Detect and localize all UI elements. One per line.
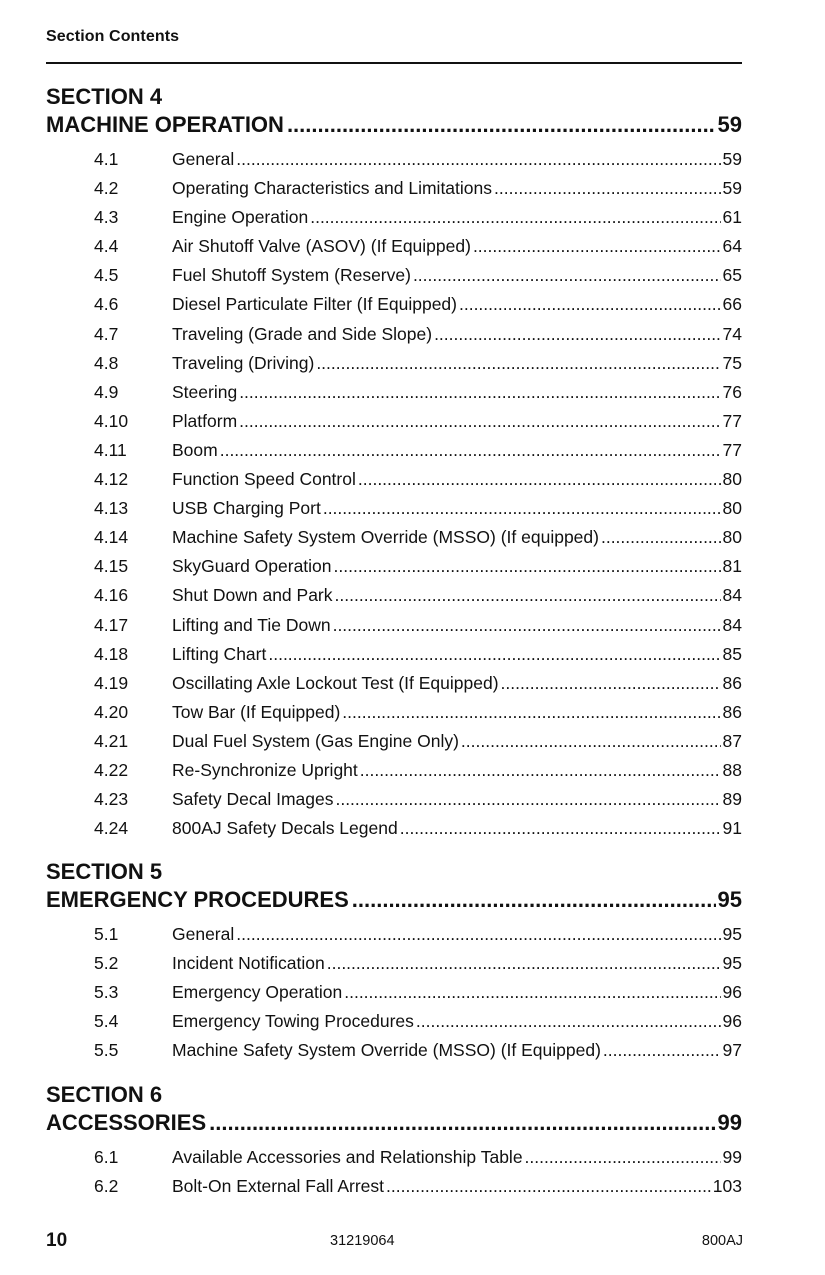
section-title: MACHINE OPERATION bbox=[46, 112, 284, 137]
toc-entry[interactable] bbox=[46, 1143, 742, 1172]
toc-entry[interactable] bbox=[46, 785, 742, 814]
entry-number: 4.20 bbox=[94, 701, 129, 722]
section-label: SECTION 5 bbox=[46, 859, 163, 884]
toc-entry[interactable] bbox=[46, 1172, 742, 1201]
toc-entry[interactable] bbox=[46, 203, 742, 232]
dot-leader bbox=[461, 727, 721, 756]
dot-leader bbox=[334, 552, 721, 581]
entry-number: 4.19 bbox=[94, 672, 129, 693]
dot-leader bbox=[327, 949, 721, 978]
toc-entry-list bbox=[46, 1143, 742, 1201]
entry-number: 4.9 bbox=[94, 381, 119, 402]
dot-leader bbox=[413, 261, 721, 290]
entry-number: 6.1 bbox=[94, 1147, 119, 1167]
dot-leader bbox=[310, 203, 720, 232]
dot-leader bbox=[236, 920, 720, 949]
entry-title: Machine Safety System Override (MSSO) (If Equipped) bbox=[172, 1040, 601, 1061]
entry-page-number: 76 bbox=[722, 381, 742, 402]
entry-number: 4.14 bbox=[94, 527, 129, 548]
entry-page-number: 77 bbox=[722, 439, 742, 460]
entry-number: 4.15 bbox=[94, 556, 129, 577]
dot-leader bbox=[501, 669, 721, 698]
dot-leader bbox=[333, 611, 721, 640]
entry-number: 4.24 bbox=[94, 818, 129, 839]
entry-title: Function Speed Control bbox=[172, 469, 356, 490]
dot-leader bbox=[386, 1172, 711, 1201]
header-divider bbox=[46, 62, 742, 64]
toc-entry[interactable] bbox=[46, 232, 742, 261]
entry-title: Traveling (Driving) bbox=[172, 352, 315, 373]
dot-leader bbox=[459, 290, 721, 319]
entry-page-number: 64 bbox=[722, 236, 742, 257]
entry-title: Re-Synchronize Upright bbox=[172, 759, 358, 780]
section-page-number: 59 bbox=[717, 112, 742, 137]
entry-number: 4.2 bbox=[94, 178, 119, 199]
entry-title: Machine Safety System Override (MSSO) (If equipped) bbox=[172, 527, 599, 548]
toc-entry[interactable] bbox=[46, 465, 742, 494]
entry-page-number: 74 bbox=[722, 323, 742, 344]
dot-leader bbox=[344, 978, 720, 1007]
toc-entry[interactable] bbox=[46, 640, 742, 669]
entry-number: 4.8 bbox=[94, 352, 119, 373]
toc-entry[interactable] bbox=[46, 756, 742, 785]
entry-number: 4.11 bbox=[94, 439, 127, 460]
entry-page-number: 99 bbox=[722, 1147, 742, 1167]
dot-leader bbox=[473, 232, 721, 261]
entry-title: Emergency Towing Procedures bbox=[172, 1011, 414, 1032]
toc-entry[interactable] bbox=[46, 920, 742, 949]
dot-leader bbox=[603, 1036, 721, 1065]
entry-number: 6.2 bbox=[94, 1176, 119, 1197]
entry-page-number: 66 bbox=[722, 294, 742, 315]
entry-title: Lifting Chart bbox=[172, 643, 267, 664]
page-header-title: Section Contents bbox=[46, 28, 180, 45]
section-title: ACCESSORIES bbox=[46, 1110, 207, 1135]
toc-entry[interactable] bbox=[46, 949, 742, 978]
toc-entry[interactable] bbox=[46, 436, 742, 465]
entry-page-number: 59 bbox=[722, 149, 742, 169]
entry-number: 4.5 bbox=[94, 265, 119, 286]
section-heading-link[interactable] bbox=[46, 886, 742, 914]
entry-page-number: 61 bbox=[722, 207, 742, 228]
footer-page-number: 10 bbox=[46, 1230, 68, 1251]
entry-number: 4.7 bbox=[94, 323, 119, 344]
entry-number: 5.1 bbox=[94, 924, 119, 944]
footer-model: 800AJ bbox=[701, 1233, 743, 1249]
entry-page-number: 87 bbox=[722, 730, 742, 751]
toc-entry[interactable] bbox=[46, 814, 742, 843]
toc-entry[interactable] bbox=[46, 978, 742, 1007]
entry-number: 4.6 bbox=[94, 294, 119, 315]
dot-leader bbox=[316, 349, 720, 378]
entry-title: Available Accessories and Relationship Table bbox=[172, 1147, 523, 1167]
entry-title: Diesel Particulate Filter (If Equipped) bbox=[172, 294, 457, 315]
entry-number: 4.4 bbox=[94, 236, 119, 257]
entry-page-number: 91 bbox=[722, 818, 742, 839]
dot-leader bbox=[268, 640, 720, 669]
toc-entry[interactable] bbox=[46, 581, 742, 610]
toc-entry[interactable] bbox=[46, 378, 742, 407]
entry-page-number: 89 bbox=[722, 789, 742, 810]
toc-entry[interactable] bbox=[46, 349, 742, 378]
entry-number: 4.18 bbox=[94, 643, 129, 664]
toc-entry[interactable] bbox=[46, 669, 742, 698]
entry-page-number: 88 bbox=[722, 759, 742, 780]
entry-page-number: 84 bbox=[722, 585, 742, 606]
toc-entry[interactable] bbox=[46, 1036, 742, 1065]
entry-number: 4.12 bbox=[94, 469, 129, 490]
entry-page-number: 75 bbox=[722, 352, 742, 373]
page-footer bbox=[0, 1230, 825, 1254]
dot-leader bbox=[287, 111, 716, 139]
entry-number: 5.5 bbox=[94, 1040, 119, 1061]
entry-title: Traveling (Grade and Side Slope) bbox=[172, 323, 433, 344]
entry-title: Safety Decal Images bbox=[172, 789, 334, 810]
entry-page-number: 80 bbox=[722, 469, 742, 490]
entry-title: Emergency Operation bbox=[172, 982, 343, 1003]
entry-number: 4.21 bbox=[94, 730, 129, 751]
toc-entry-list bbox=[46, 920, 742, 1065]
section-page-number: 95 bbox=[717, 887, 742, 912]
toc-entry[interactable] bbox=[46, 1007, 742, 1036]
dot-leader bbox=[525, 1143, 721, 1172]
entry-title: Fuel Shutoff System (Reserve) bbox=[172, 265, 411, 286]
section-label: SECTION 4 bbox=[46, 84, 163, 109]
entry-number: 5.2 bbox=[94, 953, 119, 974]
toc-entry[interactable] bbox=[46, 611, 742, 640]
toc-entry[interactable] bbox=[46, 727, 742, 756]
section-label: SECTION 6 bbox=[46, 1082, 163, 1107]
entry-page-number: 81 bbox=[722, 556, 742, 577]
entry-title: Tow Bar (If Equipped) bbox=[172, 701, 341, 722]
toc-entry[interactable] bbox=[46, 407, 742, 436]
entry-title: 800AJ Safety Decals Legend bbox=[172, 818, 398, 839]
section-5 bbox=[46, 858, 742, 1065]
toc-entry[interactable] bbox=[46, 174, 742, 203]
entry-title: Steering bbox=[172, 381, 238, 402]
entry-title: Shut Down and Park bbox=[172, 585, 333, 606]
entry-number: 4.22 bbox=[94, 759, 129, 780]
dot-leader bbox=[416, 1007, 721, 1036]
toc-entry[interactable] bbox=[46, 261, 742, 290]
section-heading-link[interactable] bbox=[46, 1109, 742, 1137]
dot-leader bbox=[601, 523, 721, 552]
entry-title: Air Shutoff Valve (ASOV) (If Equipped) bbox=[172, 236, 471, 257]
entry-page-number: 84 bbox=[722, 614, 742, 635]
dot-leader bbox=[494, 174, 721, 203]
dot-leader bbox=[335, 785, 720, 814]
entry-title: Bolt-On External Fall Arrest bbox=[172, 1176, 385, 1197]
toc-entry[interactable] bbox=[46, 523, 742, 552]
dot-leader bbox=[335, 581, 721, 610]
dot-leader bbox=[342, 698, 720, 727]
entry-number: 4.3 bbox=[94, 207, 119, 228]
entry-title: Engine Operation bbox=[172, 207, 309, 228]
toc-entry-list bbox=[46, 145, 742, 843]
dot-leader bbox=[400, 814, 721, 843]
entry-number: 4.1 bbox=[94, 149, 119, 169]
entry-number: 4.16 bbox=[94, 585, 129, 606]
entry-title: Operating Characteristics and Limitations bbox=[172, 178, 493, 199]
entry-number: 4.10 bbox=[94, 410, 129, 431]
toc-entry[interactable] bbox=[46, 698, 742, 727]
entry-title: Incident Notification bbox=[172, 953, 325, 974]
entry-page-number: 95 bbox=[722, 924, 742, 944]
entry-page-number: 77 bbox=[722, 410, 742, 431]
entry-page-number: 65 bbox=[722, 265, 742, 286]
dot-leader bbox=[323, 494, 721, 523]
section-6 bbox=[46, 1081, 742, 1201]
dot-leader bbox=[209, 1109, 715, 1137]
dot-leader bbox=[239, 378, 720, 407]
entry-title: SkyGuard Operation bbox=[172, 556, 332, 577]
entry-page-number: 80 bbox=[722, 498, 742, 519]
entry-title: Dual Fuel System (Gas Engine Only) bbox=[172, 730, 459, 751]
dot-leader bbox=[360, 756, 721, 785]
entry-title: Oscillating Axle Lockout Test (If Equipped) bbox=[172, 672, 499, 693]
entry-page-number: 85 bbox=[722, 643, 742, 664]
entry-title: Platform bbox=[172, 410, 238, 431]
entry-page-number: 96 bbox=[722, 1011, 742, 1032]
entry-page-number: 86 bbox=[722, 672, 742, 693]
section-heading-link[interactable] bbox=[46, 111, 742, 139]
footer-document-number: 31219064 bbox=[330, 1233, 395, 1249]
toc-entry[interactable] bbox=[46, 320, 742, 349]
entry-page-number: 80 bbox=[722, 527, 742, 548]
entry-page-number: 103 bbox=[712, 1176, 742, 1197]
entry-number: 5.3 bbox=[94, 982, 119, 1003]
dot-leader bbox=[352, 886, 716, 914]
toc-entry[interactable] bbox=[46, 145, 742, 174]
entry-title: General bbox=[172, 924, 235, 944]
entry-title: Lifting and Tie Down bbox=[172, 614, 331, 635]
dot-leader bbox=[220, 436, 721, 465]
section-4 bbox=[46, 83, 742, 843]
entry-page-number: 97 bbox=[722, 1040, 742, 1061]
dot-leader bbox=[239, 407, 720, 436]
toc-entry[interactable] bbox=[46, 494, 742, 523]
entry-number: 4.17 bbox=[94, 614, 129, 635]
entry-number: 4.23 bbox=[94, 789, 129, 810]
entry-title: Boom bbox=[172, 439, 218, 460]
entry-page-number: 59 bbox=[722, 178, 742, 199]
dot-leader bbox=[434, 320, 720, 349]
toc-entry[interactable] bbox=[46, 290, 742, 319]
entry-page-number: 96 bbox=[722, 982, 742, 1003]
section-title: EMERGENCY PROCEDURES bbox=[46, 887, 349, 912]
entry-page-number: 95 bbox=[722, 953, 742, 974]
entry-title: USB Charging Port bbox=[172, 498, 321, 519]
toc-entry[interactable] bbox=[46, 552, 742, 581]
dot-leader bbox=[236, 145, 720, 174]
section-page-number: 99 bbox=[717, 1110, 742, 1135]
dot-leader bbox=[358, 465, 721, 494]
entry-title: General bbox=[172, 149, 235, 169]
entry-number: 5.4 bbox=[94, 1011, 119, 1032]
entry-number: 4.13 bbox=[94, 498, 129, 519]
entry-page-number: 86 bbox=[722, 701, 742, 722]
